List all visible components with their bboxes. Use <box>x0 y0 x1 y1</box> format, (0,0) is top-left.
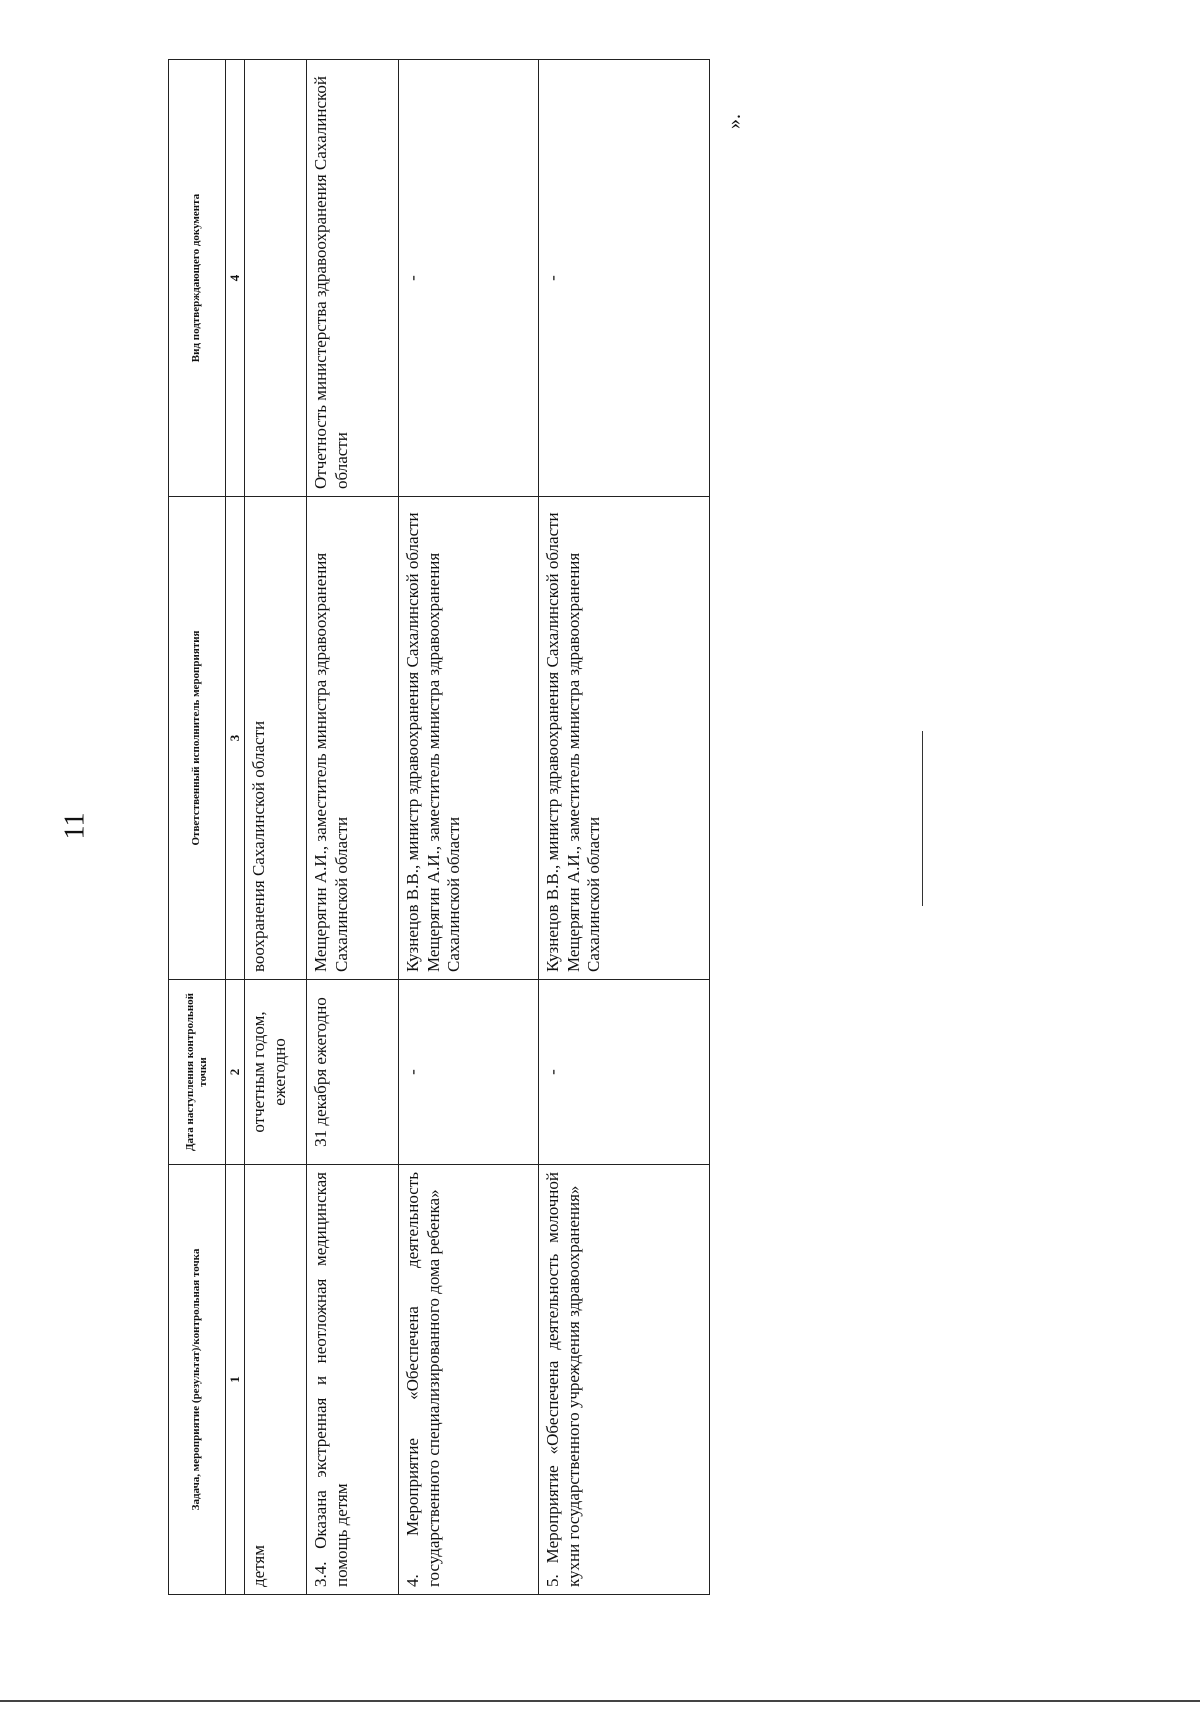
header-executor: Ответственный исполнитель мероприятия <box>169 497 226 980</box>
table-row <box>398 60 538 1595</box>
page-number: 11 <box>59 812 91 840</box>
rotated-table-container <box>168 60 710 1595</box>
column-number: 4 <box>226 60 245 497</box>
table-row <box>244 60 306 1595</box>
table-row <box>306 60 398 1595</box>
document-cell: - <box>538 60 709 497</box>
executor-line: Мещерягин А.И., заместитель министра здравоохранения Сахалинской области <box>423 552 464 972</box>
date-cell: отчетным годом, ежегодно <box>244 980 306 1165</box>
header-date: Дата наступления контрольной точки <box>169 980 226 1165</box>
date-cell: - <box>538 980 709 1165</box>
task-cell: 3.4. Оказана экстренная и неотложная медицинская помощь детям <box>306 1165 398 1595</box>
column-number: 2 <box>226 980 245 1165</box>
task-cell: 4. Мероприятие «Обеспечена деятельность государственного специализированного дома ребенка» <box>398 1165 538 1595</box>
header-document: Вид подтверждающего документа <box>169 60 226 497</box>
closing-quote-mark: ». <box>723 114 745 129</box>
executor-cell: воохранения Сахалинской области <box>244 497 306 980</box>
executor-cell <box>398 497 538 980</box>
executor-cell <box>538 497 709 980</box>
executor-cell: Мещерягин А.И., заместитель министра здравоохранения Сахалинской области <box>306 497 398 980</box>
column-number-row <box>226 60 245 1595</box>
executor-line: Мещерягин А.И., заместитель министра здравоохранения Сахалинской области <box>563 552 604 972</box>
executor-line: Кузнецов В.В., министр здравоохранения Сахалинской области <box>542 512 562 972</box>
task-cell: детям <box>244 1165 306 1595</box>
date-cell: - <box>398 980 538 1165</box>
column-number: 1 <box>226 1165 245 1595</box>
executor-line: Кузнецов В.В., министр здравоохранения Сахалинской области <box>402 512 422 972</box>
header-task: Задача, мероприятие (результат)/контрольная точка <box>169 1165 226 1595</box>
document-cell: - <box>398 60 538 497</box>
document-cell: Отчетность министерства здравоохранения Сахалинской области <box>306 60 398 497</box>
document-cell <box>244 60 306 497</box>
table-row <box>538 60 709 1595</box>
column-number: 3 <box>226 497 245 980</box>
date-cell: 31 декабря ежегодно <box>306 980 398 1165</box>
table-header-row <box>169 60 226 1595</box>
scan-edge-line <box>0 1700 1200 1702</box>
task-cell: 5. Мероприятие «Обеспечена деятельность молочной кухни государственного учреждения здравоохранения» <box>538 1165 709 1595</box>
margin-line <box>922 731 923 906</box>
control-points-table <box>168 59 710 1595</box>
